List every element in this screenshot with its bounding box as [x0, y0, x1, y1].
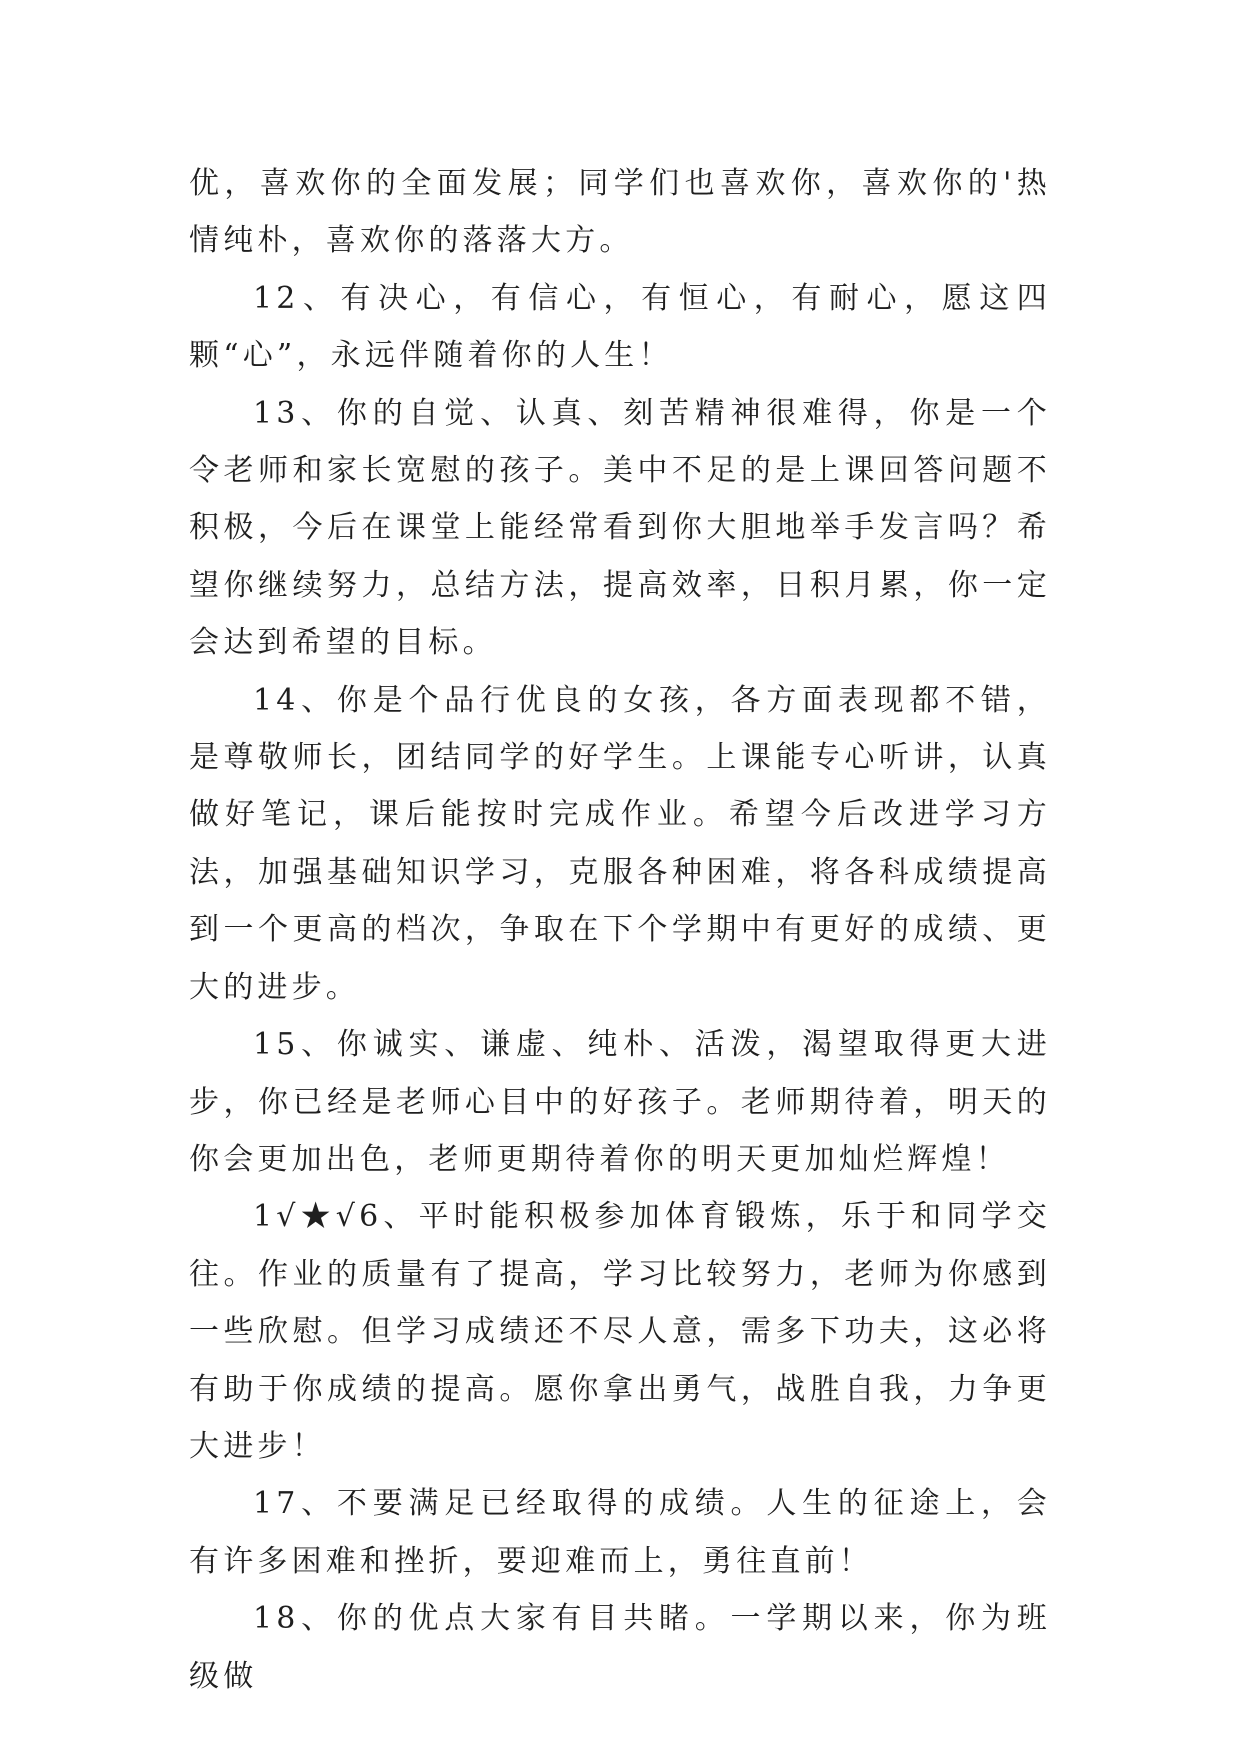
paragraph-continued: 优，喜欢你的全面发展；同学们也喜欢你，喜欢你的'热情纯朴，喜欢你的落落大方。 — [189, 166, 1051, 259]
paragraph-13: 13、你的自觉、认真、刻苦精神很难得，你是一个令老师和家长宽慰的孩子。美中不足的是上课回答问题不积极，今后在课堂上能经常看到你大胆地举手发言吗？希望你继续努力，总结方法，提高效率，日积月累，你一定会达到希望的目标。 — [189, 395, 1051, 661]
document-body — [189, 155, 1051, 1705]
paragraph-15: 15、你诚实、谦虚、纯朴、活泼，渴望取得更大进步，你已经是老师心目中的好孩子。老师期待着，明天的你会更加出色，老师更期待着你的明天更加灿烂辉煌！ — [189, 1027, 1051, 1177]
paragraph-16: 1√★√6、平时能积极参加体育锻炼，乐于和同学交往。作业的质量有了提高，学习比较努力，老师为你感到一些欣慰。但学习成绩还不尽人意，需多下功夫，这必将有助于你成绩的提高。愿你拿出勇气，战胜自我，力争更大进步！ — [189, 1199, 1051, 1464]
paragraph-12: 12、有决心，有信心，有恒心，有耐心，愿这四颗“心”，永远伴随着你的人生！ — [189, 280, 1051, 374]
paragraph-17: 17、不要满足已经取得的成绩。人生的征途上，会有许多困难和挫折，要迎难而上，勇往直前！ — [189, 1486, 1051, 1579]
paragraph-14: 14、你是个品行优良的女孩，各方面表现都不错，是尊敬师长，团结同学的好学生。上课能专心听讲，认真做好笔记，课后能按时完成作业。希望今后改进学习方法，加强基础知识学习，克服各种困难，将各科成绩提高到一个更高的档次，争取在下个学期中有更好的成绩、更大的进步。 — [189, 682, 1051, 1005]
paragraph-18: 18、你的优点大家有目共睹。一学期以来，你为班级做 — [189, 1601, 1051, 1694]
